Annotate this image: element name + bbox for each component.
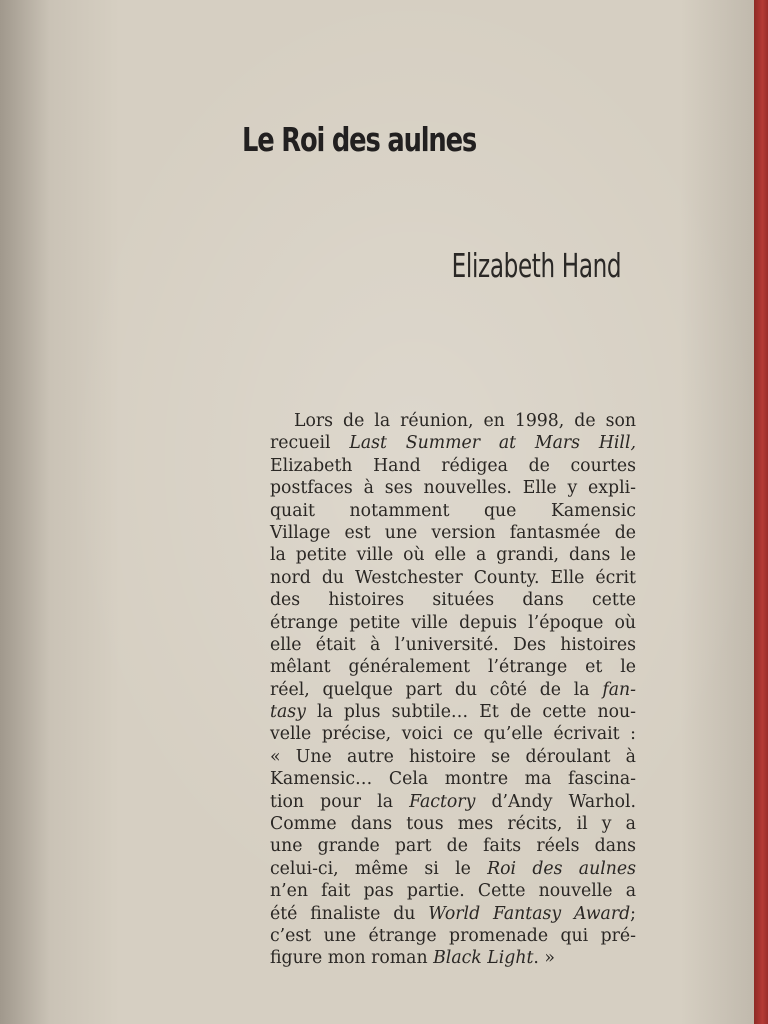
text-line: elle était à l’université. Des histoires <box>270 634 636 655</box>
text-line: Lors de la réunion, en 1998, de son <box>294 411 636 431</box>
text-line: mêlant généralement l’étrange et le <box>270 657 636 678</box>
text-line: n’en fait pas partie. Cette nouvelle a <box>270 881 636 902</box>
text-line: tasy la plus subtile… Et de cette nou- <box>270 702 636 723</box>
text-line: « Une autre histoire se déroulant à <box>270 746 636 767</box>
text-line: c’est une étrange promenade qui pré- <box>270 925 636 946</box>
text-line: Elizabeth Hand rédigea de courtes <box>270 455 636 476</box>
text-line: recueil Last Summer at Mars Hill, <box>270 433 636 454</box>
award-italic: World Fantasy Award <box>428 903 631 924</box>
text-line: quait notamment que Kamensic <box>270 500 636 521</box>
factory-italic: Factory <box>409 791 476 812</box>
text-line: des histoires situées dans cette <box>270 590 636 611</box>
book-title-italic: Last Summer at Mars Hill, <box>349 433 636 454</box>
text-line: Village est une version fantasmée de <box>270 522 636 543</box>
fantasy-italic: fan- <box>602 679 636 700</box>
story-title: Le Roi des aulnes <box>242 120 477 159</box>
text-line: la petite ville où elle a grandi, dans le <box>270 545 636 566</box>
introduction-paragraph <box>270 410 636 970</box>
text-line: une grande part de faits réels dans <box>270 836 636 857</box>
text-line: été finaliste du World Fantasy Award; <box>270 903 636 924</box>
text-line: figure mon roman Black Light. » <box>270 948 555 969</box>
fantasy-italic-cont: tasy <box>270 702 306 723</box>
text-line: nord du Westchester County. Elle écrit <box>270 567 636 588</box>
roi-des-aulnes-italic: Roi des aulnes <box>487 858 636 879</box>
text-line: étrange petite ville depuis l’époque où <box>270 612 636 633</box>
red-background-edge <box>754 0 768 1024</box>
author-name: Elizabeth Hand <box>451 246 621 285</box>
text-line: velle précise, voici ce qu’elle écrivait : <box>270 724 636 745</box>
text-line: celui-ci, même si le Roi des aulnes <box>270 858 636 879</box>
text-line: postfaces à ses nouvelles. Elle y expli- <box>270 478 636 499</box>
black-light-italic: Black Light <box>433 948 534 969</box>
text-line: réel, quelque part du côté de la fan- <box>270 679 636 700</box>
text-line: tion pour la Factory d’Andy Warhol. <box>270 791 636 812</box>
text-line: Kamensic… Cela montre ma fascina- <box>270 769 636 790</box>
text-line: Comme dans tous mes récits, il y a <box>270 814 636 835</box>
